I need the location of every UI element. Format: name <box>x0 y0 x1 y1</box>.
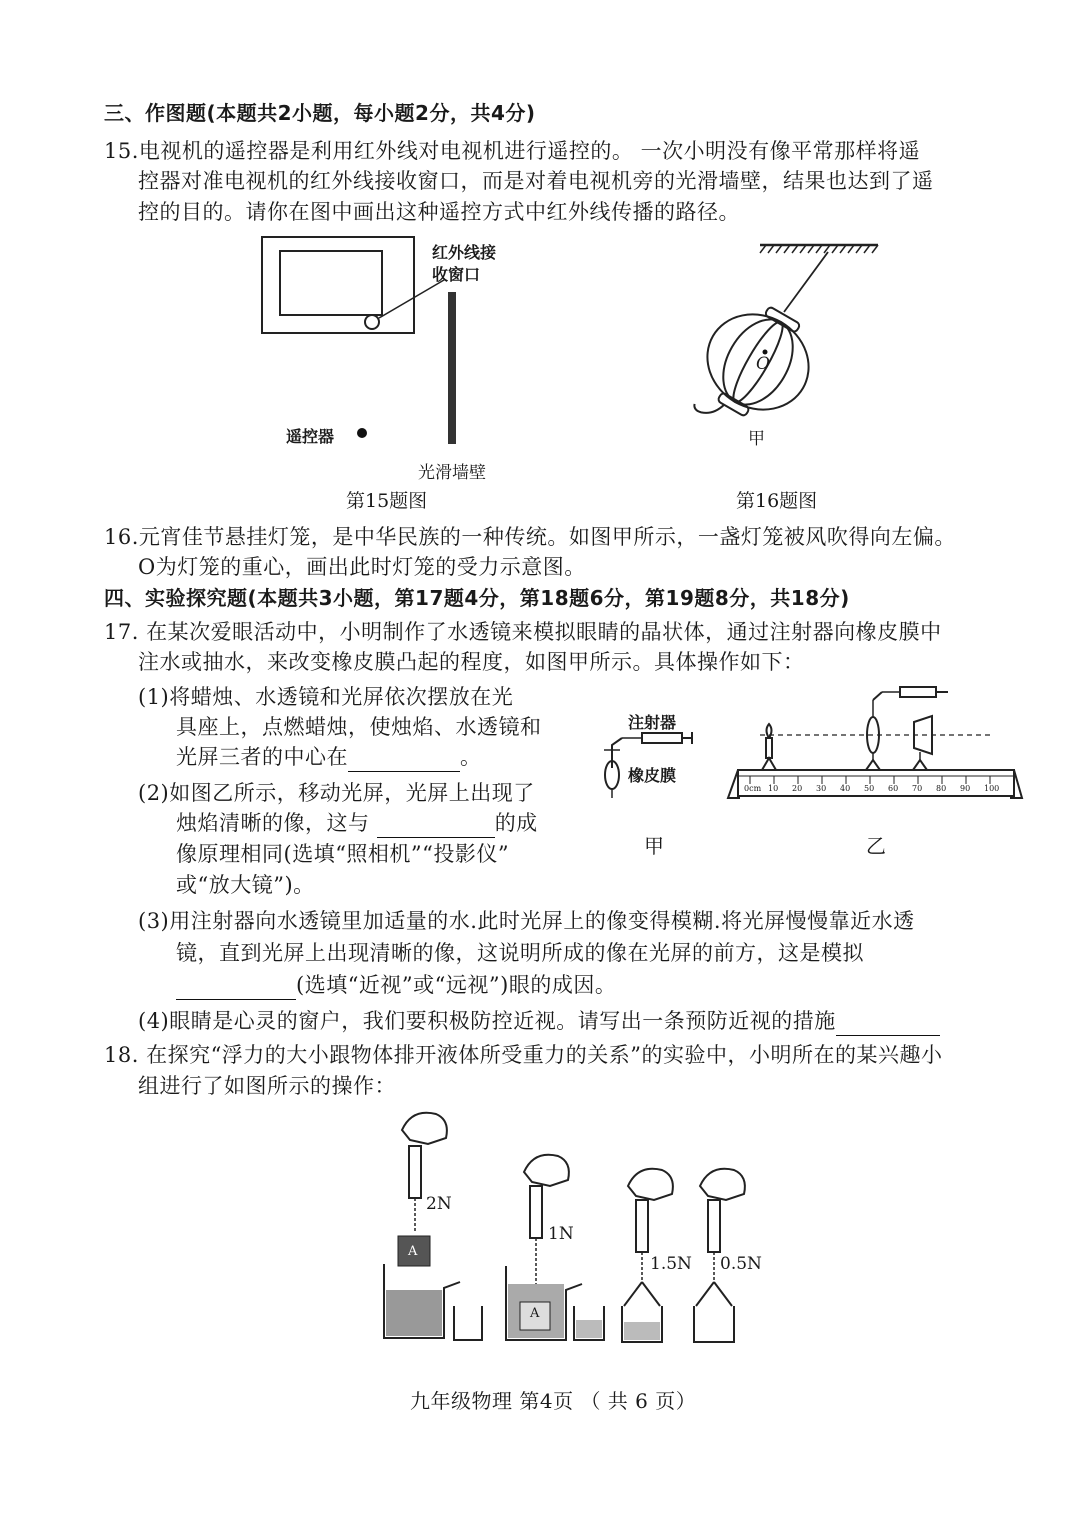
section-3-title: 三、作图题(本题共2小题，每小题2分，共4分) <box>104 101 536 125</box>
section-4-title: 四、实验探究题(本题共3小题，第17题4分，第18题6分，第19题8分，共18分) <box>104 586 850 610</box>
setup-a <box>384 1113 482 1340</box>
q17-p3-b: 镜，直到光屏上出现清晰的像，这说明所成的像在光屏的前方，这是模拟 <box>176 941 864 965</box>
label-membrane: 橡皮膜 <box>628 766 677 785</box>
ruler-tick: 40 <box>840 784 851 793</box>
ruler-tick: 100 <box>984 784 1000 793</box>
q16-caption: 第16题图 <box>736 490 818 512</box>
reading-c: 1.5N <box>650 1254 692 1274</box>
q17-p2-c: 像原理相同(选填“照相机”“投影仪” <box>176 842 510 866</box>
q17-p3-c: (选填“近视”或“远视”)眼的成因。 <box>296 973 617 997</box>
q17-p4: (4)眼睛是心灵的窗户，我们要积极防控近视。请写出一条预防近视的措施 <box>138 1009 836 1033</box>
label-center-o: O <box>756 354 770 374</box>
ruler-tick: 80 <box>936 784 947 793</box>
q15-caption: 第15题图 <box>346 490 428 512</box>
q17-p1-a: (1)将蜡烛、水透镜和光屏依次摆放在光 <box>138 685 514 709</box>
q17-p3-a: (3)用注射器向水透镜里加适量的水.此时光屏上的像变得模糊.将光屏慢慢靠近水透 <box>138 909 915 933</box>
q18-line-1: 18. 在探究“浮力的大小跟物体排开液体所受重力的关系”的实验中，小明所在的某兴趣小 <box>104 1043 943 1067</box>
q18-line-2: 组进行了如图所示的操作： <box>138 1074 396 1098</box>
label-wall: 光滑墙壁 <box>418 463 486 483</box>
q17-p1-c: 光屏三者的中心在 <box>176 745 348 769</box>
ruler-tick: 90 <box>960 784 971 793</box>
q17-p1-end: 。 <box>460 745 482 769</box>
ruler-tick: 50 <box>864 784 875 793</box>
label-yi-17: 乙 <box>866 834 886 858</box>
q16-line-1: 16.元宵佳节悬挂灯笼，是中华民族的一种传统。如图甲所示，一盏灯笼被风吹得向左偏。 <box>104 525 956 549</box>
label-jia-17: 甲 <box>644 834 664 858</box>
page-footer: 九年级物理 第4页 （ 共 6 页） <box>410 1389 697 1413</box>
block-a-label: A <box>408 1244 418 1259</box>
q17-p2-a: (2)如图乙所示，移动光屏，光屏上出现了 <box>138 781 535 805</box>
label-ir-window-1: 红外线接 <box>432 243 497 262</box>
q15-line-2: 控器对准电视机的红外线接收窗口，而是对着电视机旁的光滑墙壁，结果也达到了遥 <box>138 169 934 193</box>
reading-d: 0.5N <box>720 1254 762 1274</box>
q17-p2-b: 烛焰清晰的像，这与 <box>176 811 370 835</box>
q17-line-2: 注水或抽水，来改变橡皮膜凸起的程度，如图甲所示。具体操作如下： <box>138 650 805 674</box>
q17-p2-d: 或“放大镜”)。 <box>176 873 315 897</box>
ruler-tick: 30 <box>816 784 827 793</box>
ruler-tick: 20 <box>792 784 803 793</box>
label-ir-window-2: 收窗口 <box>432 265 481 284</box>
q16-line-2: O为灯笼的重心，画出此时灯笼的受力示意图。 <box>138 555 586 579</box>
label-remote: 遥控器 <box>286 427 335 446</box>
q17-p2-b-end: 的成 <box>494 811 538 835</box>
setup-b <box>506 1155 604 1340</box>
block-b-label: A <box>530 1306 540 1321</box>
reading-b: 1N <box>548 1224 574 1244</box>
ruler-tick: 0cm <box>744 784 762 793</box>
q17-line-1: 17. 在某次爱眼活动中，小明制作了水透镜来模拟眼睛的晶状体，通过注射器向橡皮膜中 <box>104 620 942 644</box>
reading-a: 2N <box>426 1194 452 1214</box>
label-jia-16: 甲 <box>748 429 765 449</box>
ruler-tick: 60 <box>888 784 899 793</box>
ruler-tick: 70 <box>912 784 923 793</box>
q17-p1-b: 具座上，点燃蜡烛，使烛焰、水透镜和 <box>176 715 542 739</box>
ruler-tick: 10 <box>768 784 779 793</box>
q15-line-3: 控的目的。请你在图中画出这种遥控方式中红外线传播的路径。 <box>138 200 740 224</box>
label-syringe: 注射器 <box>628 713 677 732</box>
q15-line-1: 15.电视机的遥控器是利用红外线对电视机进行遥控的。 一次小明没有像平常那样将遥 <box>104 139 921 163</box>
